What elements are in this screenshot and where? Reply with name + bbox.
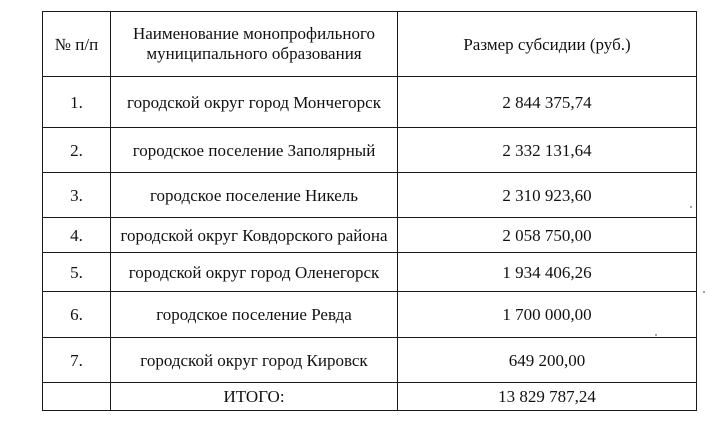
table-row	[43, 128, 697, 173]
row-number: 2.	[43, 128, 111, 173]
header-name-line1: Наименование монопрофильного	[132, 24, 376, 43]
total-empty-cell	[43, 383, 111, 411]
header-number: № п/п	[43, 12, 111, 77]
row-subsidy-amount: 1 934 406,26	[398, 253, 697, 292]
table-row	[43, 253, 697, 292]
row-subsidy-amount: 2 844 375,74	[398, 77, 697, 128]
table-row	[43, 77, 697, 128]
table-row	[43, 218, 697, 253]
row-municipality: городской округ город Мончегорск	[111, 77, 398, 128]
row-subsidy-amount: 2 332 131,64	[398, 128, 697, 173]
row-municipality: городское поселение Никель	[111, 173, 398, 218]
row-number: 6.	[43, 292, 111, 338]
scan-speck	[703, 291, 705, 293]
row-number: 3.	[43, 173, 111, 218]
row-municipality: городской округ город Оленегорск	[111, 253, 398, 292]
row-municipality: городской округ Ковдорского района	[111, 218, 398, 253]
row-number: 4.	[43, 218, 111, 253]
table-row	[43, 292, 697, 338]
row-number: 1.	[43, 77, 111, 128]
table-row	[43, 173, 697, 218]
header-name-text	[133, 24, 375, 64]
scan-speck	[655, 334, 657, 336]
row-municipality: городское поселение Ревда	[111, 292, 398, 338]
table-total-row	[43, 383, 697, 411]
header-name-line2: муниципального образования	[146, 44, 362, 63]
row-subsidy-amount: 2 310 923,60	[398, 173, 697, 218]
table-header-row	[43, 12, 697, 77]
table-row	[43, 338, 697, 383]
header-amount: Размер субсидии (руб.)	[398, 12, 697, 77]
total-amount: 13 829 787,24	[398, 383, 697, 411]
row-number: 5.	[43, 253, 111, 292]
row-subsidy-amount: 2 058 750,00	[398, 218, 697, 253]
subsidy-table	[42, 11, 697, 411]
row-subsidy-amount: 1 700 000,00	[398, 292, 697, 338]
row-municipality: городское поселение Заполярный	[111, 128, 398, 173]
row-municipality: городской округ город Кировск	[111, 338, 398, 383]
header-name	[111, 12, 398, 77]
scan-speck	[690, 206, 692, 208]
row-number: 7.	[43, 338, 111, 383]
total-label: ИТОГО:	[111, 383, 398, 411]
row-subsidy-amount: 649 200,00	[398, 338, 697, 383]
